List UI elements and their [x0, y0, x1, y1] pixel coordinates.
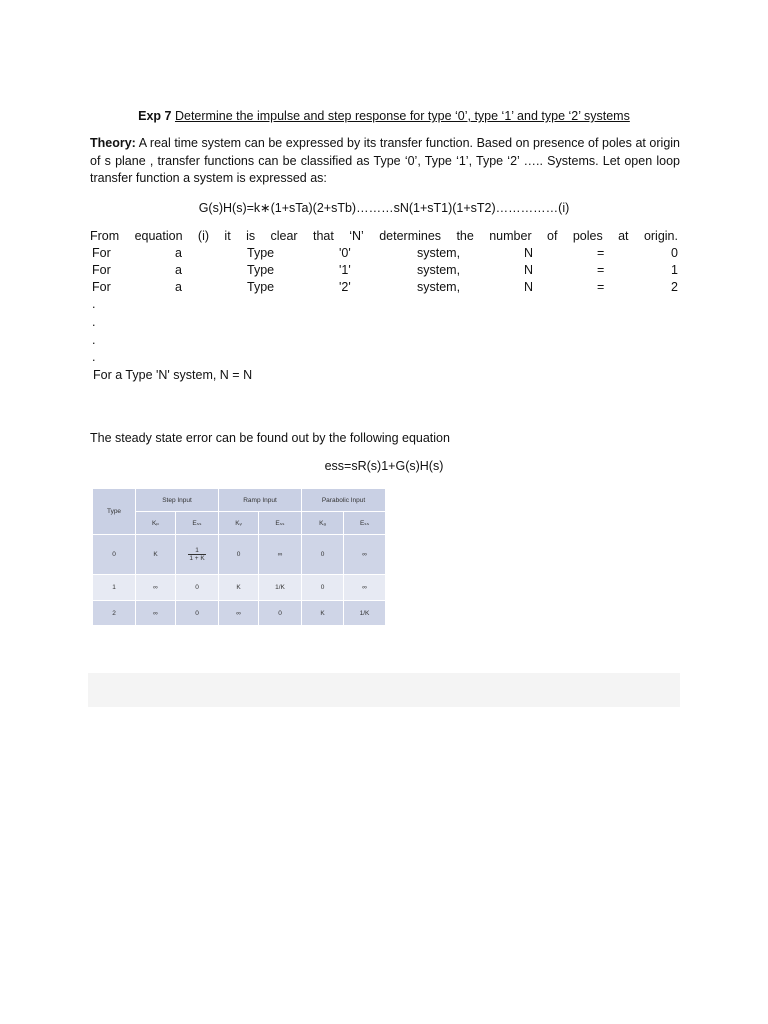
cell: Type — [247, 246, 275, 260]
steady-state-error-table — [92, 488, 386, 626]
cell: ∞ — [344, 535, 386, 575]
word: number — [489, 229, 532, 243]
cell: K — [219, 575, 259, 601]
sub-header: Eₛₛ — [259, 512, 302, 535]
word: poles — [572, 229, 603, 243]
cell: ∞ — [344, 575, 386, 601]
cell: system, — [417, 280, 461, 294]
sub-header: Kₐ — [302, 512, 344, 535]
sub-header: Kₚ — [136, 512, 176, 535]
cell: ∞ — [136, 601, 176, 626]
cell: 0 — [219, 535, 259, 575]
table-row — [93, 601, 386, 626]
transfer-function-equation: G(s)H(s)=k∗(1+sTa)(2+sTb)………sN(1+sT1)(1+sT2)……………(i) — [198, 201, 570, 215]
word: the — [456, 229, 474, 243]
steady-state-line: The steady state error can be found out by the following equation — [90, 431, 450, 445]
word: determines — [379, 229, 442, 243]
cell: = — [597, 263, 605, 277]
cell: a — [175, 246, 182, 260]
word: at — [618, 229, 629, 243]
theory-text: A real time system can be expressed by its transfer function. Based on presence of poles at origin of s plane , transfer functions can be classified as Type ‘0’, Type ‘1’, Type ‘2’ ….. Systems. Let open loop transfer function a system is expressed as: — [90, 136, 680, 185]
table-row — [93, 575, 386, 601]
cell: system, — [417, 263, 461, 277]
word: is — [246, 229, 256, 243]
type-header: Type — [93, 489, 136, 535]
sub-header: Kᵥ — [219, 512, 259, 535]
cell: N — [524, 246, 534, 260]
type-row-2 — [92, 280, 678, 297]
type-n-line: For a Type 'N' system, N = N — [93, 368, 253, 382]
word: origin. — [643, 229, 678, 243]
cell: 2 — [93, 601, 136, 626]
table-row — [93, 535, 386, 575]
cell: = — [597, 280, 605, 294]
cell: 0 — [176, 601, 219, 626]
document-title — [0, 109, 768, 123]
cell: N — [524, 263, 534, 277]
fraction-numerator: 1 — [188, 547, 205, 555]
steady-state-error-equation: ess=sR(s)1+G(s)H(s) — [324, 459, 444, 473]
fraction-denominator: 1 + K — [189, 555, 205, 562]
cell: ∞ — [219, 601, 259, 626]
cell: 1 — [671, 263, 678, 277]
word: From — [90, 229, 120, 243]
cell: 1/K — [344, 601, 386, 626]
cell: '2' — [339, 280, 351, 294]
group-header-step: Step Input — [136, 489, 219, 512]
sub-header: Eₛₛ — [176, 512, 219, 535]
cell: 0 — [302, 535, 344, 575]
sub-header: Eₛₛ — [344, 512, 386, 535]
cell: '0' — [339, 246, 351, 260]
cell: Type — [247, 280, 275, 294]
cell: a — [175, 263, 182, 277]
word: (i) — [197, 229, 210, 243]
group-header-parabolic: Parabolic Input — [302, 489, 386, 512]
cell: system, — [417, 246, 461, 260]
cell: ∞ — [259, 535, 302, 575]
cell: 2 — [671, 280, 678, 294]
cell: 0 — [93, 535, 136, 575]
word: that — [312, 229, 334, 243]
group-header-ramp: Ramp Input — [219, 489, 302, 512]
cell-fraction — [176, 535, 219, 575]
cell: K — [302, 601, 344, 626]
cell: 0 — [176, 575, 219, 601]
ellipsis-dot: . — [92, 333, 96, 347]
theory-label: Theory: — [90, 136, 136, 150]
cell: '1' — [339, 263, 351, 277]
cell: For — [92, 246, 111, 260]
type-row-1 — [92, 263, 678, 280]
cell: Type — [247, 263, 275, 277]
cell: For — [92, 263, 111, 277]
experiment-number: Exp 7 — [138, 109, 172, 123]
word: equation — [134, 229, 183, 243]
blank-grey-bar — [88, 673, 680, 707]
word: ‘N’ — [349, 229, 364, 243]
cell: N — [524, 280, 534, 294]
experiment-title: Determine the impulse and step response for type ‘0’, type ‘1’ and type ‘2’ systems — [174, 109, 630, 123]
from-equation-line — [90, 229, 678, 243]
word: it — [224, 229, 231, 243]
cell: 0 — [671, 246, 678, 260]
word: clear — [270, 229, 298, 243]
cell: K — [136, 535, 176, 575]
cell: a — [175, 280, 182, 294]
type-row-0 — [92, 246, 678, 263]
cell: 0 — [259, 601, 302, 626]
cell: 1/K — [259, 575, 302, 601]
cell: 1 — [93, 575, 136, 601]
fraction — [188, 547, 205, 562]
cell: For — [92, 280, 111, 294]
ellipsis-dot: . — [92, 350, 96, 364]
word: of — [547, 229, 558, 243]
cell: 0 — [302, 575, 344, 601]
ellipsis-dot: . — [92, 297, 96, 311]
cell: ∞ — [136, 575, 176, 601]
ellipsis-dot: . — [92, 315, 96, 329]
cell: = — [597, 246, 605, 260]
theory-paragraph — [90, 135, 680, 188]
